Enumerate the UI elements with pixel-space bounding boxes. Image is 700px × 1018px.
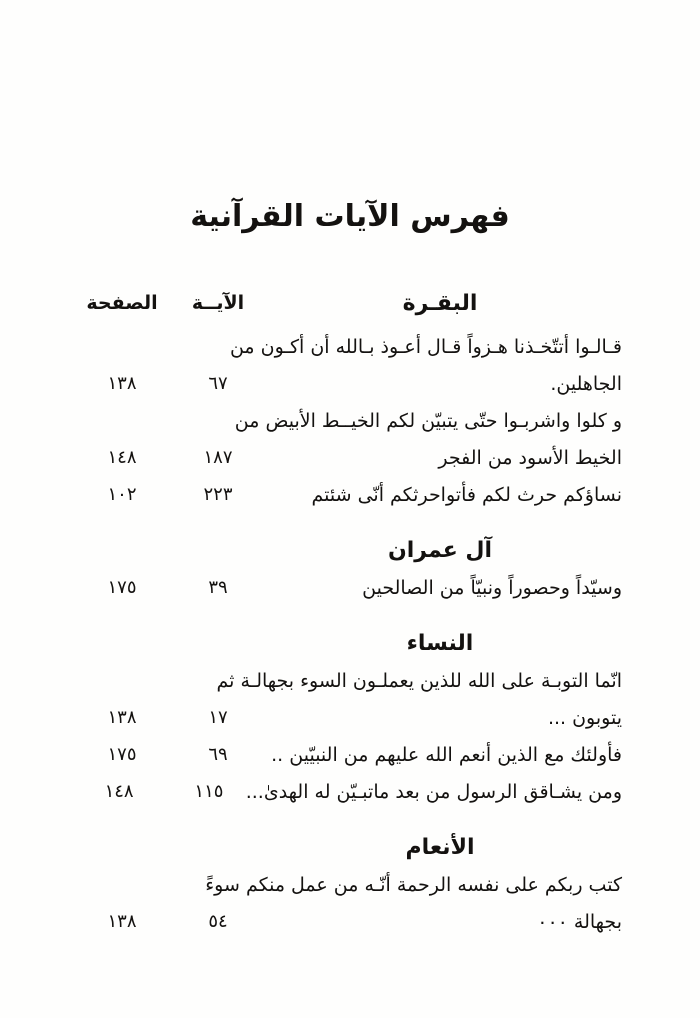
table-row xyxy=(86,903,622,940)
verse-text: قـالـوا أتتّخـذنا هـزواً قـال أعـوذ بـالله أن أكـون من xyxy=(229,335,622,358)
page-number: ١٧٥ xyxy=(107,744,137,765)
verse-text: وسيّداً وحصوراً ونبيّاً من الصالحين xyxy=(362,576,622,599)
section-heading-nisa: النساء xyxy=(406,630,474,656)
verse-text: بجهالة ٠٠٠ xyxy=(537,910,622,933)
verse-number: ٦٩ xyxy=(208,744,228,765)
verse-number: ١١٥ xyxy=(194,781,224,802)
verse-number: ٣٩ xyxy=(208,577,228,598)
verse-text: الخيط الأسود من الفجر xyxy=(438,446,622,469)
index-table xyxy=(0,242,700,940)
verse-number: ٥٤ xyxy=(208,911,228,932)
verse-text: و كلوا واشربـوا حتّى يتبيّن لكم الخيــط الأبيض من xyxy=(234,409,622,432)
verse-text: ومن يشـاقق الرسول من بعد ماتبـيّن له الهدىٰ... xyxy=(245,780,622,803)
page-number: ١٣٨ xyxy=(107,373,137,394)
table-row xyxy=(86,402,622,439)
table-row xyxy=(86,365,622,402)
page-number: ١٤٨ xyxy=(104,781,134,802)
table-row xyxy=(86,476,622,513)
verse-text: يتوبون ... xyxy=(547,706,622,729)
verse-text: انّما التوبـة على الله للذين يعملـون السوء بجهالـة ثم xyxy=(216,669,622,692)
verse-number: ٦٧ xyxy=(208,373,228,394)
column-header-verse: الآيــة xyxy=(191,292,245,314)
page-number: ١٣٨ xyxy=(107,911,137,932)
table-row xyxy=(86,736,622,773)
table-row xyxy=(86,662,622,699)
column-header-page: الصفحة xyxy=(86,292,158,314)
page-number: ١٧٥ xyxy=(107,577,137,598)
page-number: ١٠٢ xyxy=(107,484,137,505)
section-heading-row xyxy=(86,531,622,569)
table-row xyxy=(86,866,622,903)
verse-text: كتب ربكم على نفسه الرحمة أنّـه من عمل منكم سوءً xyxy=(205,873,622,896)
page-number: ١٤٨ xyxy=(107,447,137,468)
section-heading-row xyxy=(86,624,622,662)
table-row xyxy=(86,569,622,606)
table-row xyxy=(86,773,622,810)
section-heading-baqarah: البقـرة xyxy=(402,290,478,316)
verse-number: ١٨٧ xyxy=(203,447,233,468)
table-row xyxy=(86,699,622,736)
page-title: فهرس الآيات القرآنية xyxy=(190,199,510,234)
table-row xyxy=(86,439,622,476)
table-header-row xyxy=(86,286,622,320)
verse-text: نساؤكم حرث لكم فأتواحرثكم أنّى شئتم xyxy=(311,483,622,506)
page-number: ١٣٨ xyxy=(107,707,137,728)
section-heading-aal-imran: آل عمران xyxy=(387,537,493,563)
verse-number: ٢٢٣ xyxy=(203,484,233,505)
verse-text: فأولئك مع الذين أنعم الله عليهم من النبيّين .. xyxy=(271,743,622,766)
section-heading-row xyxy=(86,828,622,866)
verse-number: ١٧ xyxy=(208,707,228,728)
verse-text: الجاهلين. xyxy=(550,372,622,395)
table-row xyxy=(86,328,622,365)
section-heading-anam: الأنعام xyxy=(405,834,475,860)
